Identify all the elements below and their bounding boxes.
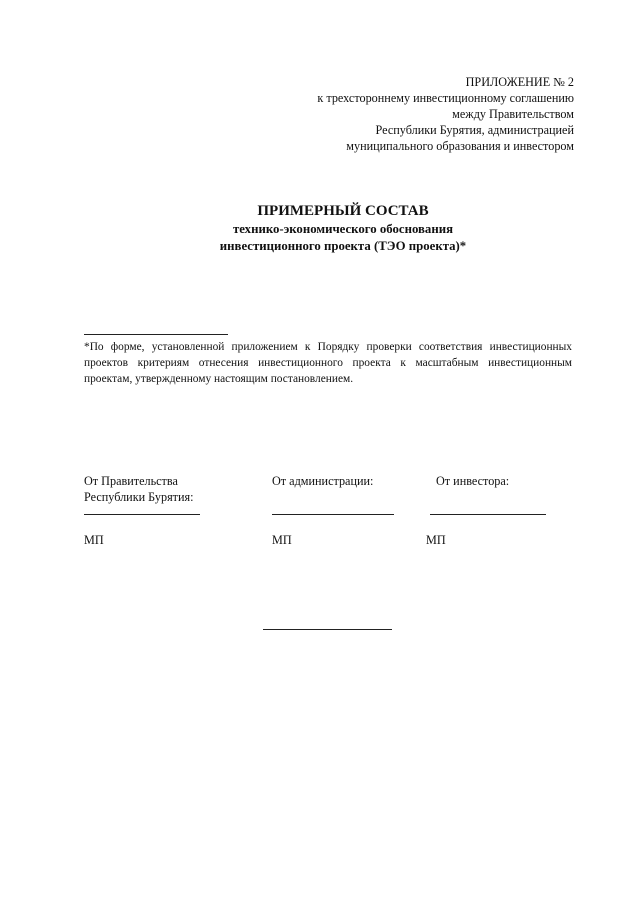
footnote-separator [84, 334, 228, 335]
footnote-text: *По форме, установленной приложением к Порядку проверки соответствия инвестиционных проектов критериям отнесения инвестиционного проекта к масштабным инвестиционным проектам, утвержденному настоящим постановлением. [84, 341, 572, 385]
seal-place-investor: МП [426, 533, 446, 547]
signature-government-label [84, 473, 194, 505]
signature-label-line: От Правительства [84, 474, 178, 488]
signature-line-administration [272, 514, 394, 515]
signature-line-government [84, 514, 200, 515]
appendix-line: между Правительством [452, 107, 574, 121]
closing-rule [263, 629, 392, 630]
appendix-line: к трехстороннему инвестиционному соглашению [317, 91, 574, 105]
seal-place-administration: МП [272, 533, 292, 547]
document-title [0, 202, 640, 255]
signature-label-line: Республики Бурятия: [84, 490, 194, 504]
signature-administration-label [272, 473, 373, 489]
appendix-header [214, 74, 574, 154]
signature-label-line: От администрации: [272, 474, 374, 488]
title-subtitle-line-2: инвестиционного проекта (ТЭО проекта)* [219, 239, 467, 253]
title-subtitle-line-1: технико-экономического обоснования [232, 222, 454, 236]
seal-place-government: МП [84, 533, 104, 547]
appendix-line: Республики Бурятия, администрацией [375, 123, 574, 137]
appendix-number: ПРИЛОЖЕНИЕ № 2 [465, 75, 574, 89]
signature-line-investor [430, 514, 546, 515]
appendix-line: муниципального образования и инвестором [346, 139, 574, 153]
signature-label-line: От инвестора: [436, 474, 510, 488]
title-main: ПРИМЕРНЫЙ СОСТАВ [257, 203, 429, 219]
signature-investor-label [436, 473, 509, 489]
